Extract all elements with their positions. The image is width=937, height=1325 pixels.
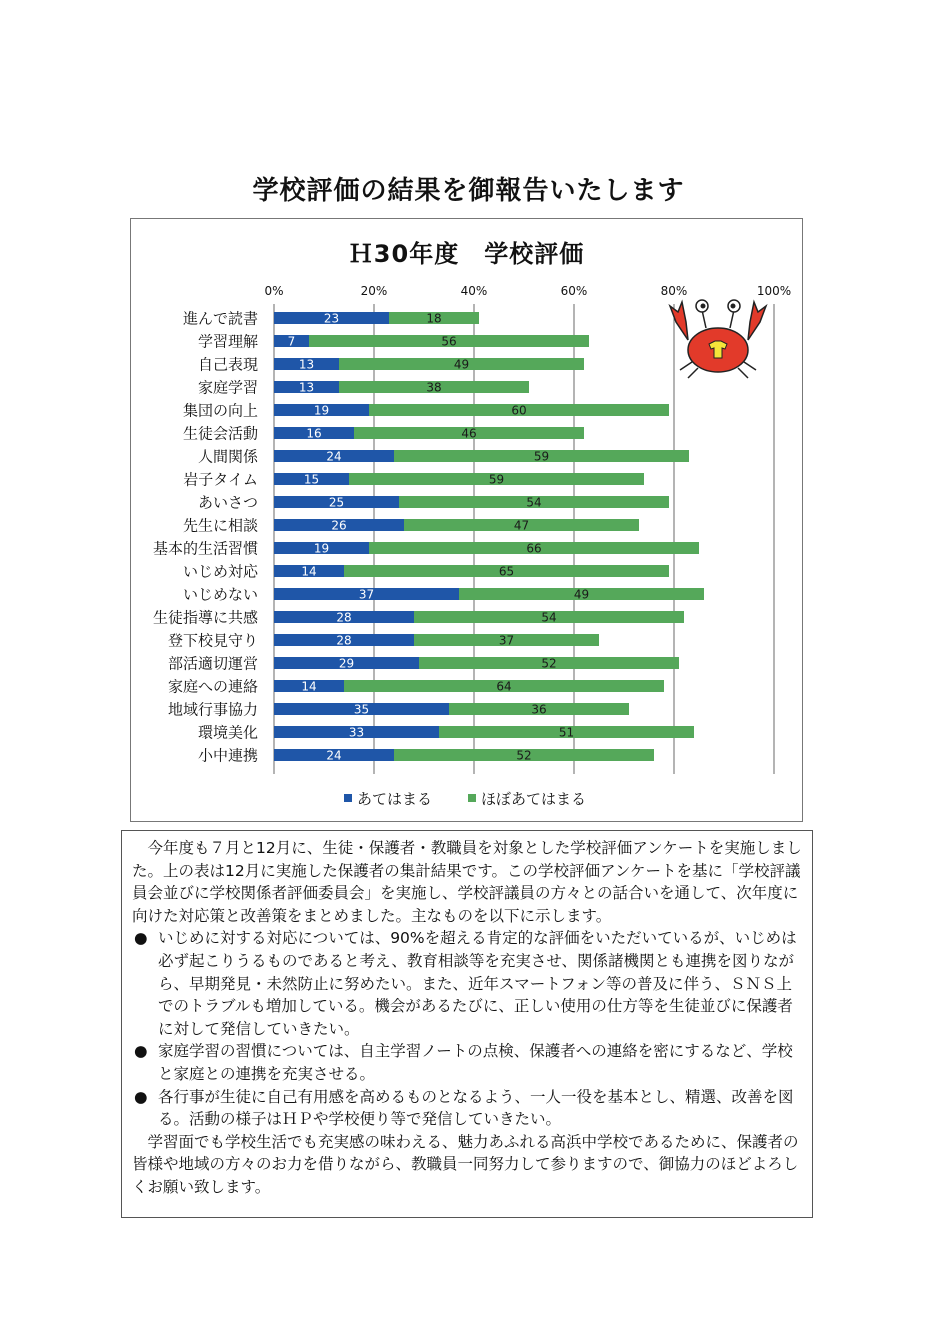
data-label: 15 xyxy=(303,472,320,487)
report-intro: 今年度も７月と12月に、生徒・保護者・教職員を対象とした学校評価アンケートを実施しました。上の表は12月に実施した保護者の集計結果です。この学校評価アンケートを基に「学校評議員会並びに学校関係者評価委員会」を実施し、学校評議員の方々との話合いを通して、次年度に向けた対応策と改善策をまとめました。主なものを以下に示します。 xyxy=(132,839,802,925)
data-label: 35 xyxy=(353,702,370,717)
data-label: 23 xyxy=(323,311,340,326)
data-label: 36 xyxy=(531,702,547,717)
data-label: 29 xyxy=(338,656,355,671)
data-label: 16 xyxy=(306,426,322,441)
data-label: 52 xyxy=(541,656,557,671)
chart-title: Ｈ30年度 学校評価 xyxy=(348,240,585,268)
data-label: 64 xyxy=(496,679,512,694)
report-bullet xyxy=(132,1086,804,1131)
category-label: 環境美化 xyxy=(197,723,258,742)
data-label: 46 xyxy=(461,426,477,441)
category-label: 地域行事協力 xyxy=(167,700,258,719)
category-label: 基本的生活習慣 xyxy=(152,539,258,558)
data-label: 51 xyxy=(558,725,575,740)
data-label: 19 xyxy=(313,541,330,556)
category-label: 生徒指導に共感 xyxy=(152,608,258,627)
data-label: 37 xyxy=(358,587,375,602)
x-tick-label: 40% xyxy=(460,284,488,298)
data-label: 14 xyxy=(301,679,317,694)
report-bullet xyxy=(132,1040,804,1085)
category-label: 進んで読書 xyxy=(182,309,258,328)
data-label: 33 xyxy=(348,725,365,740)
x-tick-label: 100% xyxy=(756,284,792,298)
data-label: 14 xyxy=(301,564,317,579)
category-label: あいさつ xyxy=(197,493,258,512)
legend-swatch xyxy=(468,794,476,802)
data-label: 59 xyxy=(488,472,505,487)
report-closing: 学習面でも学校生活でも充実感の味わえる、魅力あふれる高浜中学校であるために、保護者の皆様や地域の方々のお力を借りながら、教職員一同努力して参りますので、御協力のほどよろしくお願い致します。 xyxy=(132,1132,799,1196)
x-tick-label: 0% xyxy=(264,284,284,298)
bullet-icon: ● xyxy=(134,1042,148,1061)
bullet-text: 家庭学習の習慣については、自主学習ノートの点検、保護者への連絡を密にするなど、学校と家庭との連携を充実させる。 xyxy=(158,1042,793,1083)
category-label: 岩子タイム xyxy=(183,470,258,489)
bar-chart xyxy=(130,218,803,822)
category-label: 部活適切運営 xyxy=(167,654,258,673)
data-label: 49 xyxy=(453,357,470,372)
data-label: 25 xyxy=(328,495,345,510)
data-label: 13 xyxy=(298,357,315,372)
category-label: 先生に相談 xyxy=(182,516,258,535)
bullet-icon: ● xyxy=(134,929,148,948)
data-label: 65 xyxy=(498,564,515,579)
category-label: 集団の向上 xyxy=(182,401,258,420)
category-label: 登下校見守り xyxy=(167,631,258,650)
category-label: 小中連携 xyxy=(197,746,258,765)
legend-swatch xyxy=(344,794,352,802)
data-label: 24 xyxy=(326,449,342,464)
data-label: 52 xyxy=(516,748,532,763)
crab-icon xyxy=(670,300,766,378)
data-label: 49 xyxy=(573,587,590,602)
category-label: 家庭への連絡 xyxy=(167,677,258,696)
bullet-text: いじめに対する対応については、90%を超える肯定的な評価をいただいているが、いじめは必ず起こりうるものであると考え、教育相談等を充実させ、関係諸機関とも連携を図りながら、早期発見・未然防止に努めたい。また、近年スマートフォン等の普及に伴う、ＳＮＳ上でのトラブルも増加している。機会があるたびに、正しい使用の仕方等を生徒並びに保護者に対して発信していきたい。 xyxy=(158,929,797,1038)
report-bullet xyxy=(132,927,804,1040)
data-label: 54 xyxy=(541,610,557,625)
legend-label: あてはまる xyxy=(357,790,433,808)
data-label: 38 xyxy=(426,380,442,395)
category-label: 人間関係 xyxy=(197,447,258,466)
data-label: 47 xyxy=(513,518,530,533)
page-title: 学校評価の結果を御報告いたします xyxy=(252,176,685,206)
data-label: 66 xyxy=(526,541,542,556)
data-label: 19 xyxy=(313,403,330,418)
data-label: 56 xyxy=(441,334,457,349)
legend-label: ほぼあてはまる xyxy=(481,790,587,808)
bullet-text: 各行事が生徒に自己有用感を高めるものとなるよう、一人一役を基本とし、精選、改善を図る。活動の様子はＨＰや学校便り等で発信していきたい。 xyxy=(158,1087,794,1129)
data-label: 37 xyxy=(498,633,515,648)
category-label: 学習理解 xyxy=(197,332,258,351)
bullet-icon: ● xyxy=(134,1087,148,1106)
x-tick-label: 80% xyxy=(660,284,688,298)
data-label: 18 xyxy=(426,311,442,326)
category-label: 自己表現 xyxy=(197,355,258,374)
data-label: 54 xyxy=(526,495,542,510)
category-label: いじめない xyxy=(182,585,258,604)
data-label: 59 xyxy=(533,449,550,464)
data-label: 28 xyxy=(336,610,352,625)
data-label: 60 xyxy=(511,403,527,418)
x-tick-label: 20% xyxy=(360,284,388,298)
category-label: 生徒会活動 xyxy=(182,424,258,443)
data-label: 28 xyxy=(336,633,352,648)
data-label: 7 xyxy=(287,334,296,349)
report-text-box xyxy=(121,830,813,1218)
data-label: 24 xyxy=(326,748,342,763)
category-label: 家庭学習 xyxy=(197,378,258,397)
data-label: 13 xyxy=(298,380,315,395)
x-tick-label: 60% xyxy=(560,284,588,298)
data-label: 26 xyxy=(331,518,347,533)
category-label: いじめ対応 xyxy=(182,562,258,581)
